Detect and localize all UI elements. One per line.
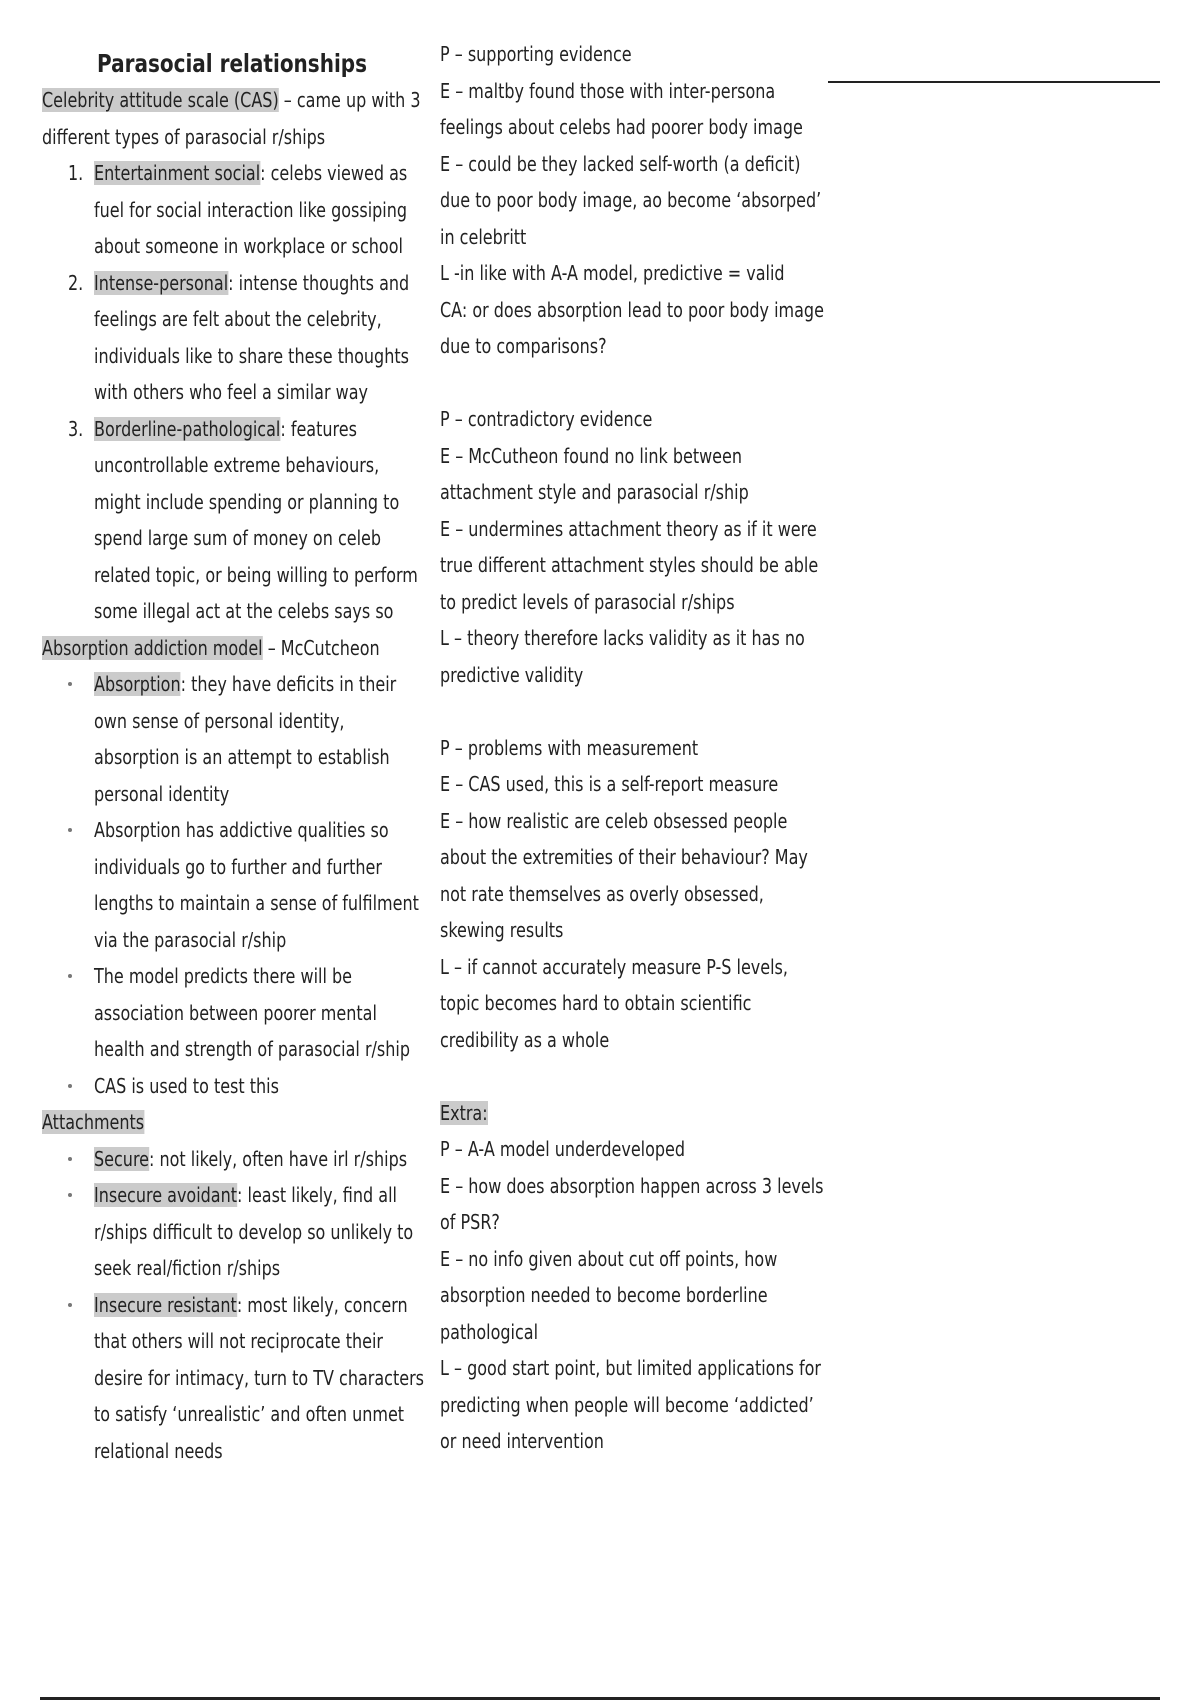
aa-bullet-term: Absorption	[94, 672, 181, 696]
eval-measurement-block: P – problems with measurement E – CAS used, this is a self-report measure E – how realistic are celeb obsessed people about the extremities of their behaviour? May not rate themselves as overly obsessed, skewing results L – if cannot accurately measure P-S levels, topic becomes hard to obtain scientific credibility as a whole	[440, 735, 808, 1052]
cas-type-term: Entertainment social	[94, 161, 261, 185]
aa-bullet-item: Absorption has addictive qualities so individuals go to further and further lengths to maintain a sense of fulfilment via the parasocial r/ship	[42, 812, 422, 958]
eval-supporting-block: P – supporting evidence E – maltby found those with inter-persona feelings about celebs had poorer body image E – could be they lacked self-worth (a deficit) due to poor body image, ao become ‘absorped’ in celebritt L -in like with A-A model, predictive = valid CA: or does absorption lead to poor body image due to comparisons?	[440, 42, 824, 358]
list-number: 3.	[68, 416, 84, 441]
cas-type-item: 3. Borderline-pathological: features uncontrollable extreme behaviours, might include spending or planning to spend large sum of money on celeb related topic, or being willing to perform some illegal act at the celebs says so	[42, 411, 422, 630]
bullet-dot	[68, 974, 72, 978]
attachment-term: Insecure resistant	[94, 1292, 237, 1317]
attachment-bullet-item: Secure: not likely, often have irl r/ships	[42, 1141, 422, 1178]
attachment-term: Secure	[94, 1146, 150, 1171]
cas-type-term: Intense-personal	[94, 270, 229, 295]
cas-type-item: 2. Intense-personal: intense thoughts and feelings are felt about the celebrity, individuals like to share these thoughts with others who feel a similar way	[42, 265, 422, 411]
notes-column-evaluation	[440, 36, 830, 1460]
aa-bullet-item: CAS is used to test this	[42, 1068, 422, 1105]
attachment-bullet-item: Insecure avoidant: least likely, find all r/ships difficult to develop so unlikely to seek real/fiction r/ships	[42, 1177, 422, 1287]
bullet-dot	[68, 1157, 72, 1161]
attachment-term: Insecure avoidant	[94, 1183, 238, 1207]
cas-type-term: Borderline-pathological	[94, 416, 281, 441]
cas-intro-line: different types of parasocial r/ships	[42, 124, 326, 149]
attachment-bullet-item: Insecure resistant: most likely, concern that others will not reciprocate their desire for intimacy, turn to TV characters to satisfy ‘unrealistic’ and often unmet relational needs	[42, 1287, 422, 1470]
divider-line	[828, 81, 1160, 83]
eval-extra-block: Extra: P – A-A model underdeveloped E – how does absorption happen across 3 levels of PSR? E – no info given about cut off points, how absorption needed to become borderline pathological L – good start point, but limited applications for predicting when people will become ‘addicted’ or need intervention	[440, 1100, 824, 1453]
aa-bullet-item: The model predicts there will be association between poorer mental health and strength of parasocial r/ship	[42, 958, 422, 1068]
list-number: 2.	[68, 270, 84, 295]
list-number: 1.	[68, 161, 84, 185]
eval-contradictory-block: P – contradictory evidence E – McCutheon found no link between attachment style and parasocial r/ship E – undermines attachment theory as if it were true different attachment styles should be able to predict levels of parasocial r/ships L – theory therefore lacks validity as it has no predictive validity	[440, 407, 819, 687]
bullet-dot	[68, 1303, 72, 1307]
notes-column-left	[42, 36, 422, 1469]
bullet-dot	[68, 828, 72, 832]
aa-model-heading: Absorption addiction model – McCutcheon	[42, 635, 380, 660]
attachments-heading: Attachments	[42, 1110, 145, 1134]
extra-label: Extra:	[440, 1100, 488, 1125]
bullet-dot	[68, 682, 72, 686]
cas-term: Celebrity attitude scale (CAS)	[42, 88, 279, 112]
aa-bullet-item: Absorption: they have deficits in their own sense of personal identity, absorption is an attempt to establish personal identity	[42, 666, 422, 812]
page-title: Parasocial relationships	[96, 49, 368, 78]
cas-type-item: 1. Entertainment social: celebs viewed as fuel for social interaction like gossiping about someone in workplace or school	[42, 155, 422, 265]
aa-model-term: Absorption addiction model	[42, 635, 263, 660]
cas-intro-line: Celebrity attitude scale (CAS) – came up with 3	[42, 88, 421, 112]
bullet-dot	[68, 1193, 72, 1197]
bullet-dot	[68, 1084, 72, 1088]
